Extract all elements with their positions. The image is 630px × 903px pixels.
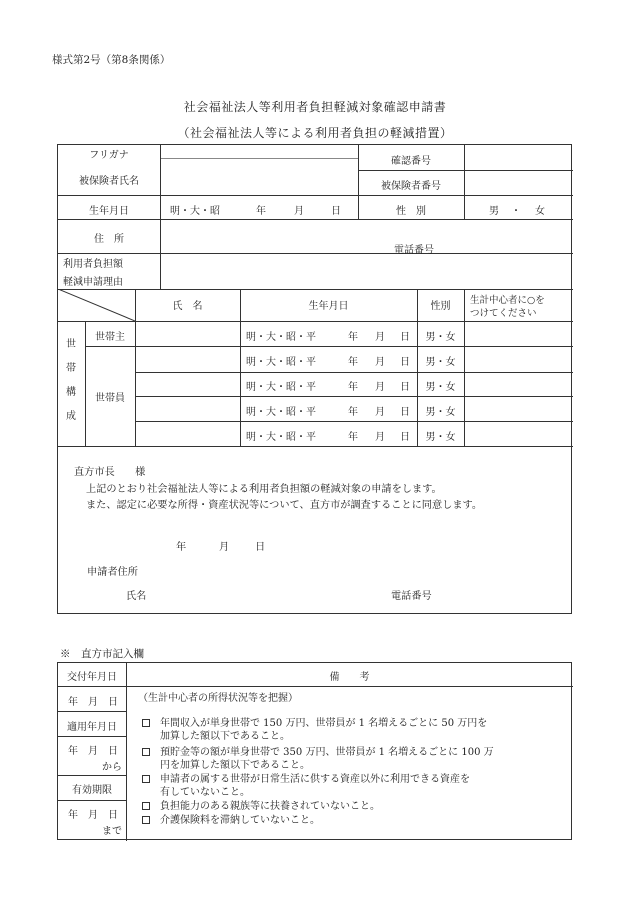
- household-name-header: 氏 名: [172, 301, 203, 312]
- checklist-text: 負担能力のある親族等に扶養されていないこと。: [160, 801, 380, 812]
- household-birthdate-header: 生年月日: [308, 301, 349, 312]
- apply-date-value: 年 月 日: [68, 746, 118, 757]
- remarks-header: 備 考: [329, 672, 370, 683]
- row-day-unit: 日: [400, 432, 410, 443]
- row-year-unit: 年: [348, 407, 358, 418]
- checklist-item[interactable]: [142, 797, 380, 812]
- reason-label-line1: 利用者負担額: [63, 259, 123, 270]
- era-options[interactable]: 明・大・昭: [170, 206, 220, 217]
- row-year-unit: 年: [348, 332, 358, 343]
- birthdate-label: 生年月日: [89, 206, 129, 217]
- row-year-unit: 年: [348, 432, 358, 443]
- form-number: 様式第2号（第8条関係）: [52, 54, 171, 66]
- row-month-unit: 月: [375, 357, 385, 368]
- row-month-unit: 月: [375, 407, 385, 418]
- row-gender-options[interactable]: 男・女: [425, 357, 456, 368]
- gender-female-option[interactable]: 女: [535, 206, 545, 217]
- applicant-name-label: 氏名: [126, 591, 147, 602]
- insured-name-label: 被保険者氏名: [79, 176, 139, 187]
- row-month-unit: 月: [375, 332, 385, 343]
- birth-year-unit: 年: [256, 206, 266, 217]
- remarks-intro: （生計中心者の所得状況等を把握）: [138, 693, 298, 704]
- address-phone-label: 電話番号: [394, 245, 434, 256]
- insured-name-input[interactable]: [161, 160, 358, 195]
- apply-from-suffix: から: [102, 762, 122, 773]
- reason-input[interactable]: [161, 254, 573, 289]
- row-year-unit: 年: [348, 382, 358, 393]
- furigana-input[interactable]: [161, 145, 358, 158]
- household-head-label: 世帯主: [95, 332, 125, 343]
- checkbox[interactable]: [142, 816, 150, 824]
- row-day-unit: 日: [400, 382, 410, 393]
- statement-addressee: 直方市長 様: [74, 467, 146, 478]
- gender-label: 性 別: [396, 206, 426, 217]
- row-day-unit: 日: [400, 332, 410, 343]
- checklist-text: 申請者の属する世帯が日常生活に供する資産以外に利用できる資産を: [160, 774, 470, 785]
- applicant-address-label: 申請者住所: [87, 567, 138, 578]
- livelihood-header-line2: つけてください: [470, 308, 537, 319]
- household-member-label: 世帯員: [95, 393, 125, 404]
- address-label: 住 所: [94, 234, 124, 245]
- statement-line2: また、認定に必要な所得・資産状況等について、直方市が調査することに同意します。: [86, 500, 483, 511]
- form-subtitle: （社会福祉法人等による利用者負担の軽減措置）: [177, 126, 453, 140]
- issue-date-label: 交付年月日: [67, 672, 117, 683]
- diagonal-divider: [58, 289, 135, 321]
- apply-date-label: 適用年月日: [67, 722, 117, 733]
- office-use-table: [57, 662, 572, 840]
- address-input[interactable]: [161, 220, 573, 253]
- applicant-phone-label: 電話番号: [391, 591, 432, 602]
- row-year-unit: 年: [348, 357, 358, 368]
- application-form-table: [57, 144, 572, 614]
- issue-date-value: 年 月 日: [68, 697, 118, 708]
- checklist-text: 介護保険料を滞納していないこと。: [160, 815, 320, 826]
- row-era[interactable]: 明・大・昭・平: [246, 332, 316, 343]
- gender-separator: ・: [511, 206, 521, 217]
- form-title: 社会福祉法人等利用者負担軽減対象確認申請書: [183, 100, 447, 114]
- row-era[interactable]: 明・大・昭・平: [246, 357, 316, 368]
- checklist-item-cont: 加算した額以下であること。: [160, 731, 290, 742]
- row-gender-options[interactable]: 男・女: [425, 432, 456, 443]
- checklist-text: 預貯金等の額が単身世帯で 350 万円、世帯員が 1 名増えるごとに 100 万: [160, 747, 494, 758]
- statement-date-year: 年: [176, 542, 187, 553]
- row-era[interactable]: 明・大・昭・平: [246, 382, 316, 393]
- confirm-number-label: 確認番号: [391, 156, 431, 167]
- validity-label: 有効期限: [72, 785, 112, 796]
- checklist-item[interactable]: [142, 811, 320, 826]
- row-gender-options[interactable]: 男・女: [425, 332, 456, 343]
- row-day-unit: 日: [400, 357, 410, 368]
- birth-day-unit: 日: [331, 206, 341, 217]
- validity-until-suffix: まで: [102, 826, 122, 837]
- statement-date-month: 月: [219, 542, 230, 553]
- row-gender-options[interactable]: 男・女: [425, 407, 456, 418]
- row-month-unit: 月: [375, 432, 385, 443]
- household-section-label: 世 帯 構 成: [66, 339, 76, 422]
- row-era[interactable]: 明・大・昭・平: [246, 407, 316, 418]
- livelihood-header-line1: 生計中心者に○を: [470, 295, 545, 306]
- reason-label-line2: 軽減申請理由: [63, 277, 123, 288]
- checklist-item-cont: 有していないこと。: [160, 787, 250, 798]
- row-era[interactable]: 明・大・昭・平: [246, 432, 316, 443]
- confirm-number-input[interactable]: [465, 145, 573, 170]
- furigana-label: フリガナ: [89, 150, 129, 161]
- row-day-unit: 日: [400, 407, 410, 418]
- checklist-text: 年間収入が単身世帯で 150 万円、世帯員が 1 名増えるごとに 50 万円を: [160, 718, 488, 729]
- insured-number-label: 被保険者番号: [381, 181, 441, 192]
- office-section-title: ※ 直方市記入欄: [60, 648, 144, 660]
- statement-date-day: 日: [255, 542, 266, 553]
- household-gender-header: 性別: [430, 301, 451, 312]
- checkbox[interactable]: [142, 775, 150, 783]
- validity-date-value: 年 月 日: [68, 810, 118, 821]
- birth-month-unit: 月: [294, 206, 304, 217]
- checkbox[interactable]: [142, 748, 150, 756]
- row-month-unit: 月: [375, 382, 385, 393]
- row-gender-options[interactable]: 男・女: [425, 382, 456, 393]
- checklist-item-cont: 円を加算した額以下であること。: [160, 760, 310, 771]
- statement-line1: 上記のとおり社会福祉法人等による利用者負担額の軽減対象の申請をします。: [86, 484, 442, 495]
- checkbox[interactable]: [142, 719, 150, 727]
- insured-number-input[interactable]: [465, 171, 573, 195]
- gender-male-option[interactable]: 男: [489, 206, 499, 217]
- checkbox[interactable]: [142, 802, 150, 810]
